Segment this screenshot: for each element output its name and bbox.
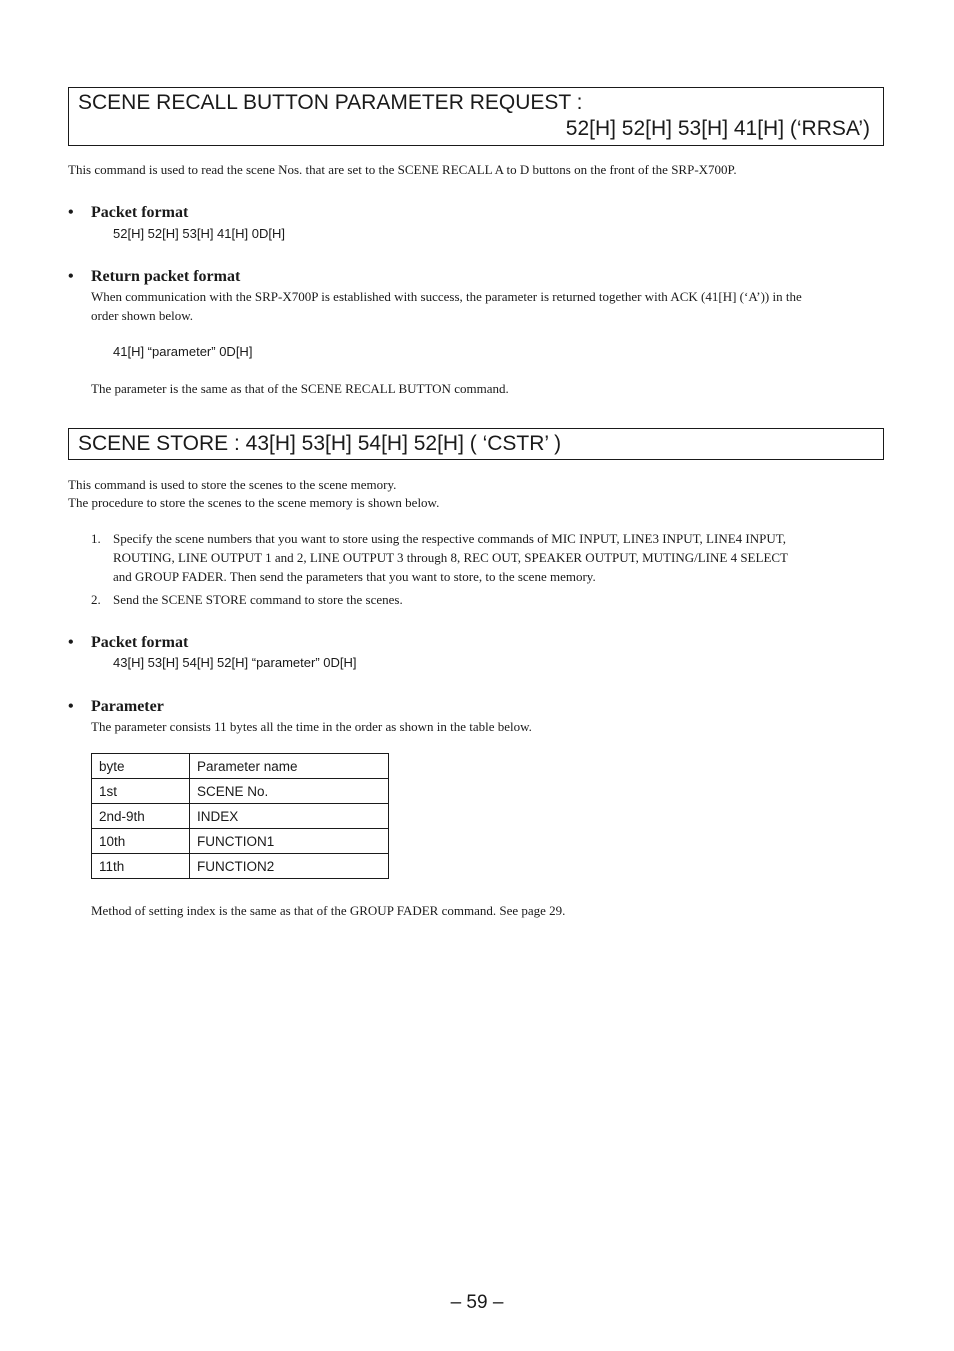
table-cell: FUNCTION1 xyxy=(190,829,389,854)
table-row xyxy=(92,779,389,804)
section2-param-heading xyxy=(68,697,164,717)
section1-return-text-line1: When communication with the SRP-X700P is established with success, the parameter is returned together with ACK (41[H] (‘A’)) in the xyxy=(91,289,802,304)
table-cell: 10th xyxy=(92,829,190,854)
table-header-cell: Parameter name xyxy=(190,754,389,779)
table-row xyxy=(92,804,389,829)
section1-return-code: 41[H] “parameter” 0D[H] xyxy=(113,344,253,359)
section2-footer-note: Method of setting index is the same as that of the GROUP FADER command. See page 29. xyxy=(91,903,566,918)
table-header-row xyxy=(92,754,389,779)
section2-param-text: The parameter consists 11 bytes all the time in the order as shown in the table below. xyxy=(91,719,532,734)
heading-label: Return packet format xyxy=(91,268,241,285)
section1-title-line2: 52[H] 52[H] 53[H] 41[H] (‘RRSA’) xyxy=(565,117,870,140)
step-1-line2: ROUTING, LINE OUTPUT 1 and 2, LINE OUTPUT 3 through 8, REC OUT, SPEAKER OUTPUT, MUTING/LINE 4 SELECT xyxy=(113,550,788,565)
section1-return-heading xyxy=(68,267,240,287)
step-1-line3: and GROUP FADER. Then send the parameters that you want to store, to the scene memory. xyxy=(113,569,596,584)
table-cell: SCENE No. xyxy=(190,779,389,804)
table-cell: FUNCTION2 xyxy=(190,854,389,879)
bullet-icon: • xyxy=(68,268,74,285)
step-1-number: 1. xyxy=(91,531,101,546)
table-cell: 11th xyxy=(92,854,190,879)
section2-packet-heading xyxy=(68,633,188,653)
step-1-line1: Specify the scene numbers that you want to store using the respective commands of MIC INPUT, LINE3 INPUT, LINE4 INPUT, xyxy=(113,531,786,546)
section2-title-box xyxy=(68,428,884,460)
section2-packet-code: 43[H] 53[H] 54[H] 52[H] “parameter” 0D[H] xyxy=(113,655,357,670)
table-header-cell: byte xyxy=(92,754,190,779)
table-cell: 1st xyxy=(92,779,190,804)
table-cell: INDEX xyxy=(190,804,389,829)
section2-title: SCENE STORE : 43[H] 53[H] 54[H] 52[H] ( ‘CSTR’ ) xyxy=(78,432,562,455)
heading-label: Packet format xyxy=(91,204,189,221)
section1-title-line1: SCENE RECALL BUTTON PARAMETER REQUEST : xyxy=(78,91,583,114)
table-row xyxy=(92,854,389,879)
parameter-table xyxy=(91,753,389,879)
section1-return-note: The parameter is the same as that of the SCENE RECALL BUTTON command. xyxy=(91,381,509,396)
bullet-icon: • xyxy=(68,634,74,651)
section1-intro: This command is used to read the scene Nos. that are set to the SCENE RECALL A to D buttons on the front of the SRP-X700P. xyxy=(68,162,737,177)
table-cell: 2nd-9th xyxy=(92,804,190,829)
section2-intro-line2: The procedure to store the scenes to the scene memory is shown below. xyxy=(68,495,440,510)
step-2-line1: Send the SCENE STORE command to store the scenes. xyxy=(113,592,403,607)
section1-title-box xyxy=(68,87,884,146)
heading-label: Packet format xyxy=(91,634,189,651)
bullet-icon: • xyxy=(68,204,74,221)
section2-intro-line1: This command is used to store the scenes to the scene memory. xyxy=(68,477,397,492)
section1-return-text-line2: order shown below. xyxy=(91,308,194,323)
page-number: – 59 – xyxy=(450,1292,504,1313)
bullet-icon: • xyxy=(68,698,74,715)
heading-label: Parameter xyxy=(91,698,164,715)
table-row xyxy=(92,829,389,854)
section1-packet-code: 52[H] 52[H] 53[H] 41[H] 0D[H] xyxy=(113,226,285,241)
step-2-number: 2. xyxy=(91,592,101,607)
section1-packet-heading xyxy=(68,203,188,223)
